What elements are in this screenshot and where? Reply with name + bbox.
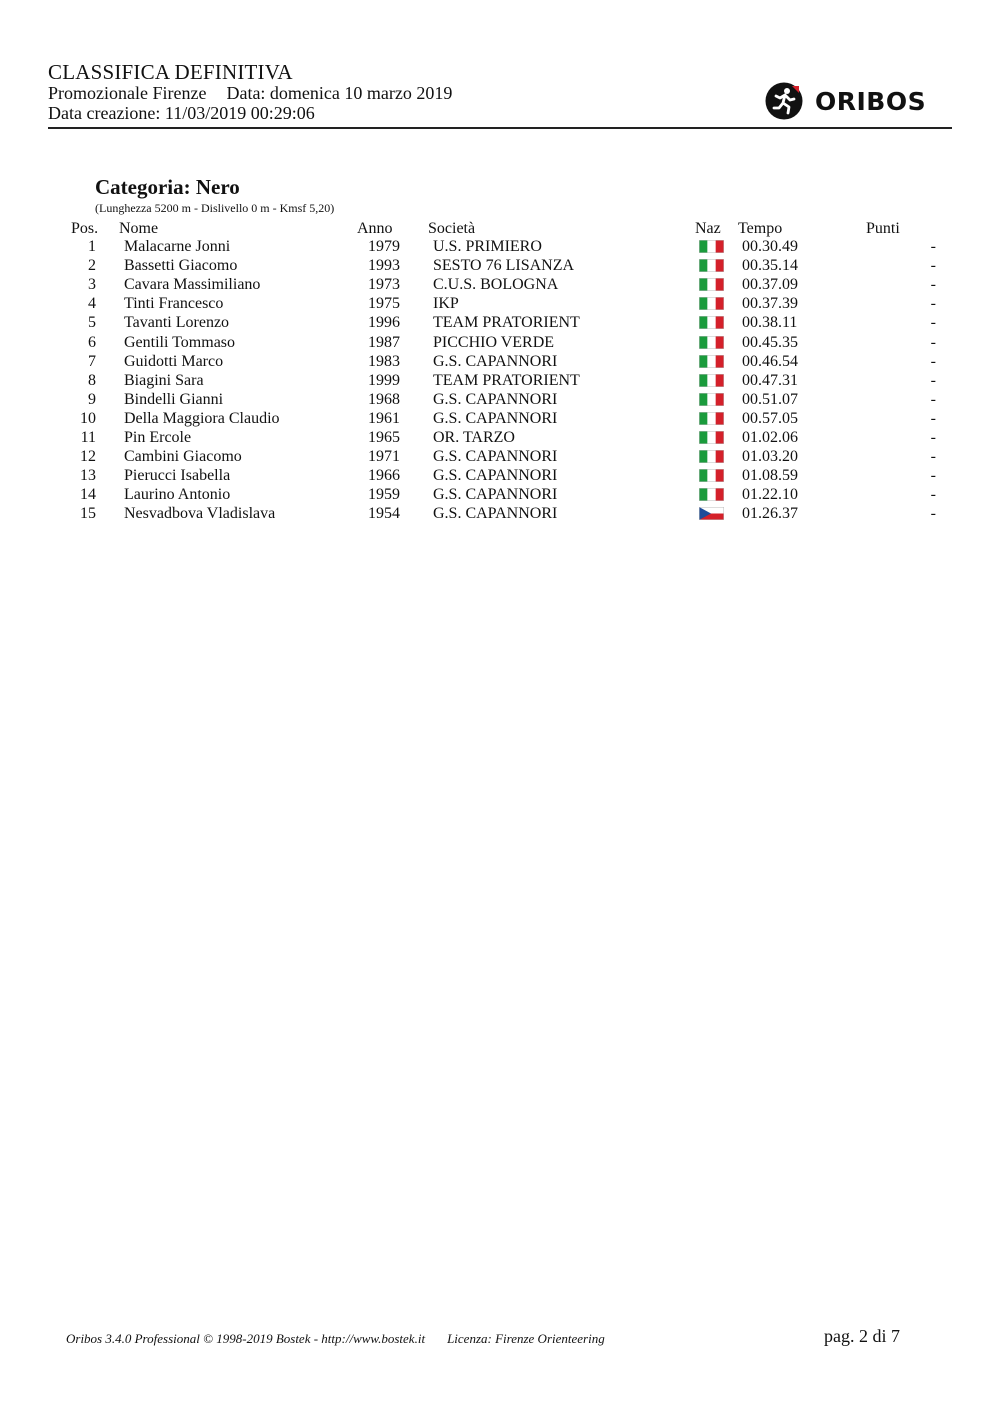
col-pos: Pos.	[71, 220, 99, 237]
row-points: -	[930, 276, 936, 294]
row-club: TEAM PRATORIENT	[433, 371, 580, 389]
row-club: G.S. CAPANNORI	[433, 352, 558, 370]
row-points: -	[930, 257, 936, 275]
row-points: -	[930, 314, 936, 332]
row-name: Laurino Antonio	[124, 486, 231, 504]
row-year: 1968	[368, 390, 400, 408]
row-pos: 8	[88, 371, 96, 389]
italy-flag-icon	[699, 355, 724, 368]
runner-logo-icon	[765, 82, 803, 120]
row-year: 1996	[368, 314, 400, 332]
table-row	[0, 371, 1000, 390]
row-time: 01.02.06	[742, 429, 798, 446]
row-points: -	[930, 390, 936, 408]
czech-flag-icon	[699, 507, 724, 520]
oribos-logo	[765, 82, 926, 120]
row-name: Pin Ercole	[124, 429, 192, 446]
row-name: Bindelli Gianni	[124, 390, 224, 408]
event-date: Data: domenica 10 marzo 2019	[226, 83, 453, 103]
event-line	[48, 83, 452, 103]
italy-flag-icon	[699, 374, 724, 387]
row-time: 00.47.31	[742, 371, 798, 389]
row-pos: 10	[80, 409, 96, 427]
row-club: SESTO 76 LISANZA	[433, 257, 575, 275]
italy-flag-icon	[699, 412, 724, 425]
row-year: 1979	[368, 238, 400, 255]
row-year: 1999	[368, 371, 400, 389]
row-points: -	[930, 333, 936, 351]
table-row	[0, 333, 1000, 352]
row-name: Cavara Massimiliano	[124, 276, 261, 294]
row-pos: 11	[80, 429, 96, 446]
row-pos: 15	[80, 505, 96, 523]
italy-flag-icon	[699, 297, 724, 310]
col-name: Nome	[119, 220, 159, 237]
table-row	[0, 275, 1000, 294]
col-club: Società	[428, 220, 476, 237]
row-name: Della Maggiora Claudio	[124, 409, 280, 427]
row-time: 00.35.14	[742, 257, 798, 275]
row-time: 00.51.07	[742, 390, 798, 408]
row-points: -	[930, 409, 936, 427]
table-row	[0, 256, 1000, 275]
document-title: CLASSIFICA DEFINITIVA	[48, 60, 293, 84]
col-nat: Naz	[695, 220, 721, 237]
row-pos: 3	[88, 276, 96, 294]
row-pos: 13	[80, 467, 96, 485]
col-points: Punti	[866, 220, 900, 237]
row-club: G.S. CAPANNORI	[433, 409, 558, 427]
row-name: Tinti Francesco	[124, 295, 224, 313]
row-name: Nesvadbova Vladislava	[124, 505, 276, 523]
italy-flag-icon	[699, 278, 724, 291]
row-club: IKP	[433, 295, 459, 313]
italy-flag-icon	[699, 259, 724, 272]
row-club: G.S. CAPANNORI	[433, 467, 558, 485]
row-time: 00.45.35	[742, 333, 798, 351]
creation-date: Data creazione: 11/03/2019 00:29:06	[48, 103, 315, 123]
page-number: pag. 2 di 7	[824, 1326, 900, 1346]
row-club: G.S. CAPANNORI	[433, 486, 558, 504]
italy-flag-icon	[699, 488, 724, 501]
row-points: -	[930, 429, 936, 446]
row-year: 1987	[368, 333, 400, 351]
table-row	[0, 428, 1000, 447]
row-time: 01.03.20	[742, 448, 798, 466]
logo-text: ORIBOS	[815, 86, 927, 116]
row-points: -	[930, 448, 936, 466]
row-time: 00.30.49	[742, 238, 798, 255]
italy-flag-icon	[699, 316, 724, 329]
table-row	[0, 504, 1000, 523]
row-club: TEAM PRATORIENT	[433, 314, 580, 332]
row-pos: 4	[88, 295, 96, 313]
row-points: -	[930, 486, 936, 504]
italy-flag-icon	[699, 240, 724, 253]
table-row	[0, 352, 1000, 371]
category-title: Categoria: Nero	[95, 175, 240, 199]
table-row	[0, 447, 1000, 466]
row-year: 1965	[368, 429, 400, 446]
category-subtitle: (Lunghezza 5200 m - Dislivello 0 m - Kmsf 5,20)	[95, 201, 335, 215]
italy-flag-icon	[699, 431, 724, 444]
col-year: Anno	[357, 220, 393, 237]
table-row	[0, 294, 1000, 313]
footer-info	[66, 1331, 605, 1347]
row-points: -	[930, 238, 936, 255]
row-year: 1959	[368, 486, 400, 504]
row-year: 1971	[368, 448, 400, 466]
event-name: Promozionale Firenze	[48, 83, 207, 103]
document-header	[48, 62, 452, 123]
table-row	[0, 237, 1000, 256]
row-name: Biagini Sara	[124, 371, 204, 389]
row-year: 1961	[368, 409, 400, 427]
table-row	[0, 409, 1000, 428]
row-pos: 1	[88, 238, 96, 255]
row-points: -	[930, 505, 936, 523]
row-pos: 5	[88, 314, 96, 332]
row-club: OR. TARZO	[433, 429, 515, 446]
row-pos: 12	[80, 448, 96, 466]
row-club: G.S. CAPANNORI	[433, 390, 558, 408]
row-club: U.S. PRIMIERO	[433, 238, 542, 255]
row-name: Guidotti Marco	[124, 352, 224, 370]
row-name: Gentili Tommaso	[124, 333, 236, 351]
row-pos: 7	[88, 352, 96, 370]
row-time: 01.08.59	[742, 467, 798, 485]
row-club: C.U.S. BOLOGNA	[433, 276, 559, 294]
row-year: 1973	[368, 276, 400, 294]
row-year: 1983	[368, 352, 400, 370]
row-name: Pierucci Isabella	[124, 467, 231, 485]
license-text: Licenza: Firenze Orienteering	[447, 1331, 605, 1346]
row-time: 00.38.11	[742, 314, 798, 332]
header-rule	[48, 127, 952, 129]
row-name: Malacarne Jonni	[124, 238, 231, 255]
italy-flag-icon	[699, 450, 724, 463]
row-year: 1966	[368, 467, 400, 485]
col-time: Tempo	[738, 220, 783, 237]
row-pos: 9	[88, 390, 96, 408]
row-points: -	[930, 352, 936, 370]
software-credit: Oribos 3.4.0 Professional © 1998-2019 Bostek - http://www.bostek.it	[66, 1331, 426, 1346]
table-row	[0, 485, 1000, 504]
italy-flag-icon	[699, 336, 724, 349]
row-year: 1975	[368, 295, 400, 313]
row-pos: 14	[80, 486, 96, 504]
row-year: 1954	[368, 505, 400, 523]
row-points: -	[930, 371, 936, 389]
row-name: Tavanti Lorenzo	[124, 314, 230, 332]
row-club: G.S. CAPANNORI	[433, 505, 558, 523]
row-time: 00.37.39	[742, 295, 798, 313]
row-points: -	[930, 295, 936, 313]
table-row	[0, 466, 1000, 485]
row-club: PICCHIO VERDE	[433, 333, 555, 351]
row-name: Cambini Giacomo	[124, 448, 242, 466]
italy-flag-icon	[699, 393, 724, 406]
row-time: 00.46.54	[742, 352, 798, 370]
italy-flag-icon	[699, 469, 724, 482]
row-time: 00.37.09	[742, 276, 798, 294]
row-year: 1993	[368, 257, 400, 275]
row-time: 00.57.05	[742, 409, 798, 427]
row-club: G.S. CAPANNORI	[433, 448, 558, 466]
row-points: -	[930, 467, 936, 485]
row-pos: 2	[88, 257, 96, 275]
row-pos: 6	[88, 333, 96, 351]
table-row	[0, 313, 1000, 332]
table-row	[0, 390, 1000, 409]
row-time: 01.26.37	[742, 505, 798, 523]
row-time: 01.22.10	[742, 486, 798, 504]
row-name: Bassetti Giacomo	[124, 257, 238, 275]
